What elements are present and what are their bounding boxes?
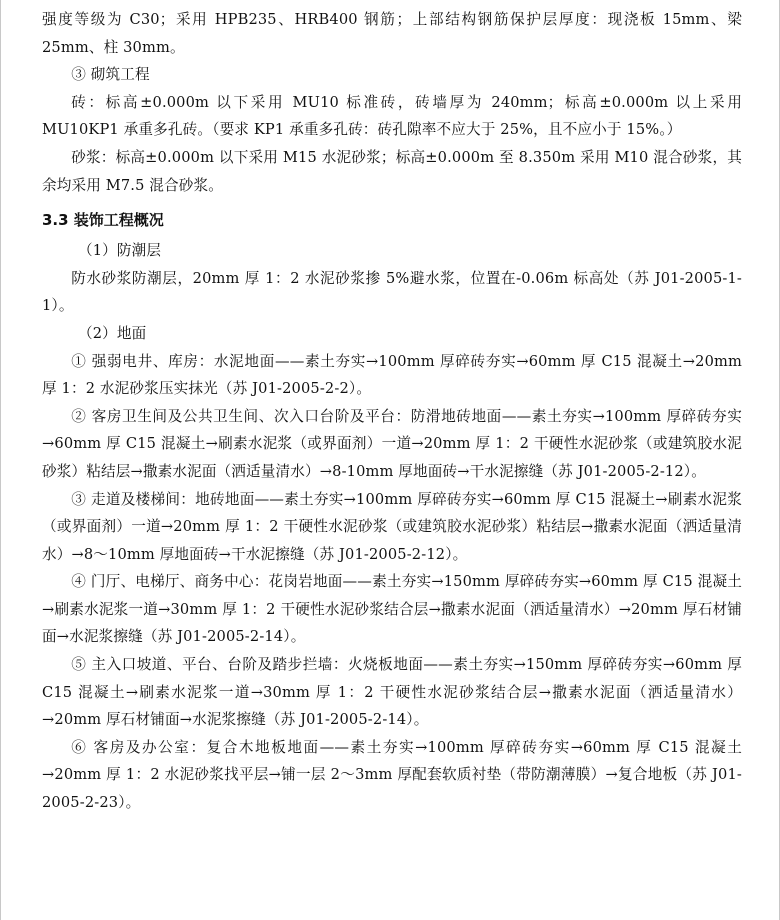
- floor-item-1: ① 强弱电井、库房：水泥地面——素土夯实→100mm 厚碎砖夯实→60mm 厚 C15 混凝土→20mm 厚 1：2 水泥砂浆压实抹光（苏 J01-2005-2-2）。: [42, 352, 742, 398]
- paragraph-damp-proof: 防水砂浆防潮层，20mm 厚 1：2 水泥砂浆掺 5%避水浆，位置在-0.06m 标高处（苏 J01-2005-1-1）。: [42, 269, 742, 315]
- paragraph-brick: 砖：标高±0.000m 以下采用 MU10 标准砖，砖墙厚为 240mm；标高±0.000m 以上采用 MU10KP1 承重多孔砖。（要求 KP1 承重多孔砖：砖孔隙率不应大于 25%，且不应小于 15%。）: [42, 93, 742, 139]
- subheading-floor: （2）地面: [78, 324, 147, 342]
- floor-item-6: ⑥ 客房及办公室：复合木地板地面——素土夯实→100mm 厚碎砖夯实→60mm 厚 C15 混凝土→20mm 厚 1：2 水泥砂浆找平层→铺一层 2～3mm 厚配套软质衬垫（带防潮薄膜）→复合地板（苏 J01-2005-2-23）。: [42, 738, 742, 812]
- floor-item-5: ⑤ 主入口坡道、平台、台阶及踏步拦墙：火烧板地面——素土夯实→150mm 厚碎砖夯实→60mm 厚 C15 混凝土→刷素水泥浆一道→30mm 厚 1：2 干硬性水泥砂浆结合层→撒素水泥面（洒适量清水）→20mm 厚石材铺面→水泥浆擦缝（苏 J01-2005-2-14）。: [42, 656, 742, 729]
- section-heading-decoration: 3.3 装饰工程概况: [42, 211, 164, 230]
- paragraph-mortar: 砂浆：标高±0.000m 以下采用 M15 水泥砂浆；标高±0.000m 至 8.350m 采用 M10 混合砂浆，其余均采用 M7.5 混合砂浆。: [42, 148, 742, 194]
- subheading-damp-proof: （1）防潮层: [78, 242, 162, 260]
- paragraph-concrete-strength: 强度等级为 C30；采用 HPB235、HRB400 钢筋；上部结构钢筋保护层厚度：现浇板 15mm、梁 25mm、柱 30mm。: [42, 11, 742, 56]
- document-body: [42, 6, 742, 817]
- subheading-masonry: ③ 砌筑工程: [71, 66, 150, 84]
- floor-item-4: ④ 门厅、电梯厅、商务中心：花岗岩地面——素土夯实→150mm 厚碎砖夯实→60mm 厚 C15 混凝土→刷素水泥浆一道→30mm 厚 1：2 干硬性水泥砂浆结合层→撒素水泥面（洒适量清水）→20mm 厚石材铺面→水泥浆擦缝（苏 J01-2005-2-14）。: [42, 573, 742, 646]
- floor-item-3: ③ 走道及楼梯间：地砖地面——素土夯实→100mm 厚碎砖夯实→60mm 厚 C15 混凝土→刷素水泥浆（或界面剂）一道→20mm 厚 1：2 干硬性水泥砂浆（或建筑胶水泥砂浆）粘结层→撒素水泥面（洒适量清水）→8～10mm 厚地面砖→干水泥擦缝（苏 J01-2005-2-12）。: [42, 490, 742, 563]
- floor-item-2: ② 客房卫生间及公共卫生间、次入口台阶及平台：防滑地砖地面——素土夯实→100mm 厚碎砖夯实→60mm 厚 C15 混凝土→刷素水泥浆（或界面剂）一道→20mm 厚 1：2 干硬性水泥砂浆（或建筑胶水泥砂浆）粘结层→撒素水泥面（洒适量清水）→8-10mm 厚地面砖→干水泥擦缝（苏 J01-2005-2-12）。: [42, 407, 742, 480]
